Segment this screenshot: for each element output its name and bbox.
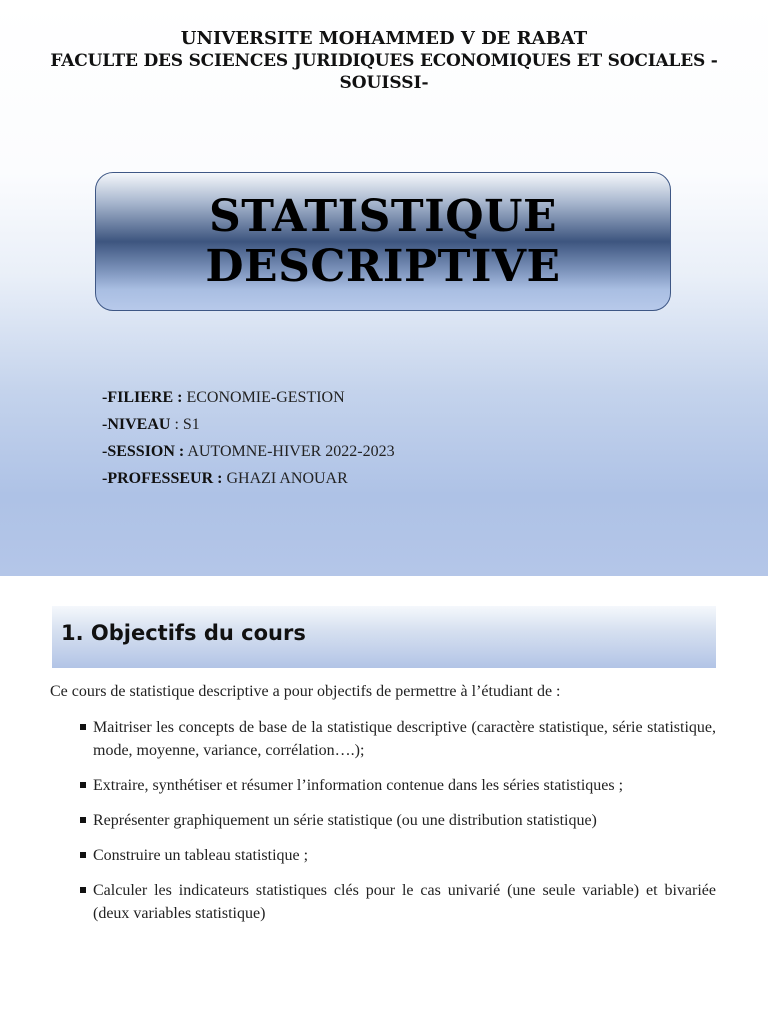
info-value: : S1: [170, 416, 200, 433]
course-title-line1: STATISTIQUE: [208, 190, 557, 242]
info-filiere: [102, 384, 395, 411]
square-bullet-icon: [80, 852, 86, 858]
objectives-heading-bar: [52, 606, 716, 668]
list-item-text: Représenter graphiquement un série statistique (ou une distribution statistique): [93, 812, 597, 829]
objectives-list: [78, 716, 716, 937]
objectives-intro: Ce cours de statistique descriptive a pour objectifs de permettre à l’étudiant de :: [50, 683, 561, 700]
list-item: [78, 716, 716, 762]
list-item: [78, 809, 716, 832]
info-session: [102, 438, 395, 465]
list-item-text: Construire un tableau statistique ;: [93, 847, 309, 864]
objectives-heading: 1. Objectifs du cours: [61, 621, 306, 645]
info-label: -FILIERE :: [102, 389, 183, 406]
square-bullet-icon: [80, 817, 86, 823]
info-label: -PROFESSEUR :: [102, 470, 223, 487]
faculty-name-line2: SOUISSI-: [339, 73, 429, 93]
course-title-line2: DESCRIPTIVE: [205, 240, 561, 292]
list-item: [78, 879, 716, 925]
list-item: [78, 844, 716, 867]
institution-header: [0, 28, 768, 94]
square-bullet-icon: [80, 887, 86, 893]
info-label: -SESSION :: [102, 443, 185, 460]
faculty-name-line1: FACULTE DES SCIENCES JURIDIQUES ECONOMIQUES ET SOCIALES -: [50, 51, 718, 71]
list-item-text: Maitriser les concepts de base de la statistique descriptive (caractère statistique, série statistique, mode, moyenne, variance, corrélation….);: [93, 719, 716, 759]
info-value: ECONOMIE-GESTION: [182, 389, 345, 406]
square-bullet-icon: [80, 782, 86, 788]
course-info: [102, 384, 395, 492]
info-niveau: [102, 411, 395, 438]
info-label: -NIVEAU: [102, 416, 171, 433]
list-item: [78, 774, 716, 797]
info-value: GHAZI ANOUAR: [222, 470, 348, 487]
course-title-box: [95, 172, 671, 311]
list-item-text: Extraire, synthétiser et résumer l’information contenue dans les séries statistiques ;: [93, 777, 624, 794]
square-bullet-icon: [80, 724, 86, 730]
university-name: UNIVERSITE MOHAMMED V DE RABAT: [180, 28, 588, 49]
list-item-text: Calculer les indicateurs statistiques clés pour le cas univarié (une seule variable) et bivariée (deux variables statistique): [93, 882, 716, 922]
info-professeur: [102, 465, 395, 492]
info-value: AUTOMNE-HIVER 2022-2023: [184, 443, 395, 460]
